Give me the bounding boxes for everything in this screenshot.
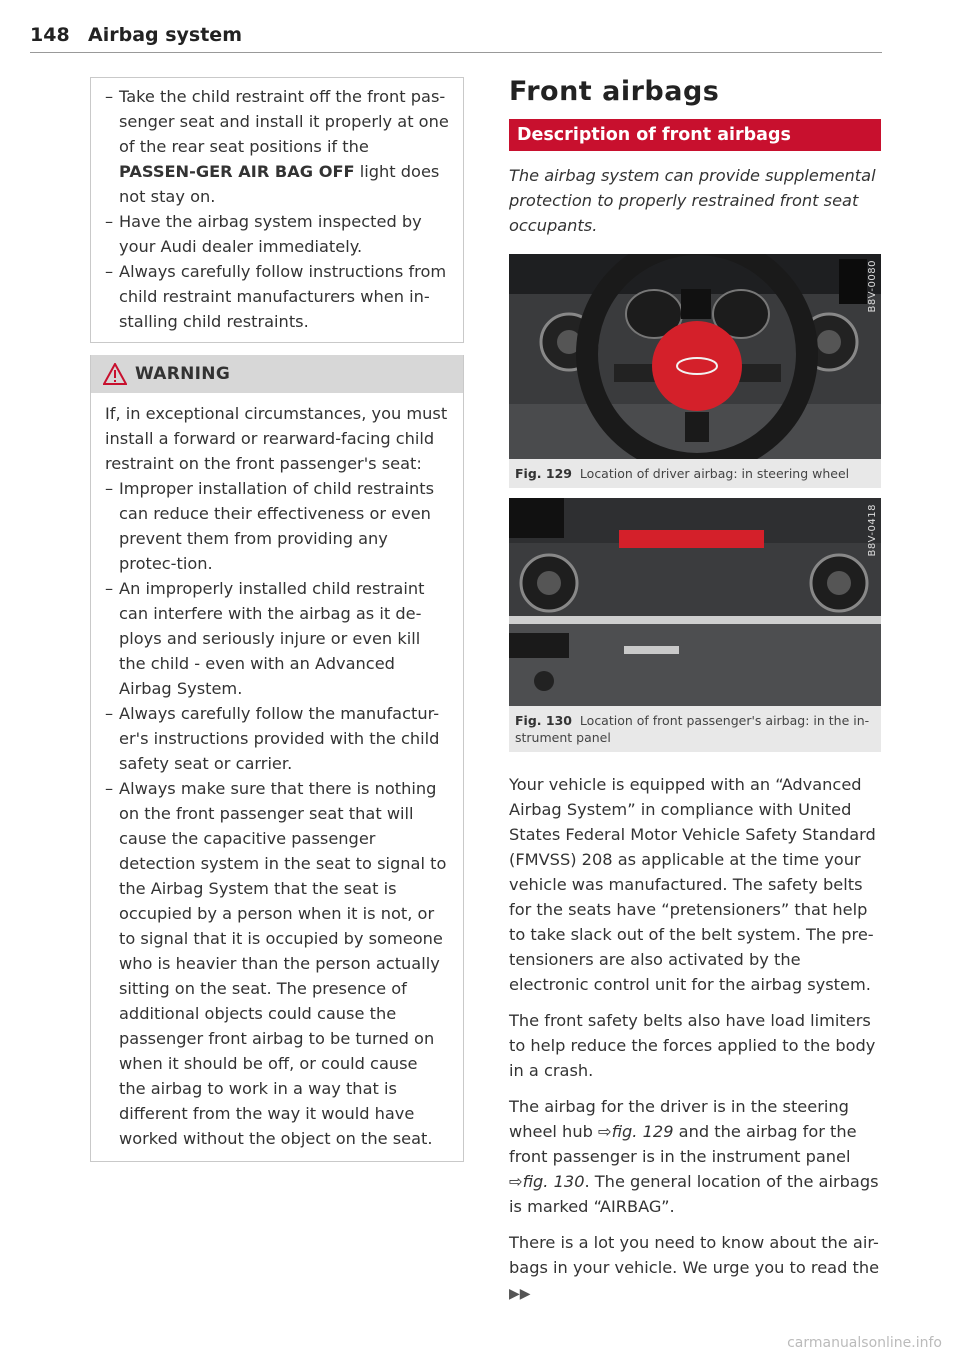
figure-130-image — [509, 498, 881, 706]
subsection-heading: Description of front airbags — [509, 119, 881, 151]
figure-129-caption: Fig. 129 Location of driver airbag: in steering wheel — [509, 459, 881, 488]
list-item: – An improperly installed child restraint can interfere with the airbag as it de-ploys and seriously injure or even kill the child - even with an Advanced Airbag System. — [105, 579, 425, 698]
warning-triangle-icon — [103, 363, 127, 385]
paragraph: There is a lot you need to know about the air-bags in your vehicle. We urge you to read the ▶▶ — [509, 1233, 880, 1302]
warning-box — [90, 355, 464, 1162]
paragraph: The front safety belts also have load limiters to help reduce the forces applied to the body in a crash. — [509, 1011, 876, 1080]
page-header — [30, 22, 882, 53]
section-title: Airbag system — [88, 24, 242, 46]
footer-watermark: carmanualsonline.info — [787, 1335, 942, 1351]
page-number: 148 — [30, 24, 70, 46]
figure-link[interactable]: fig. 129 — [611, 1122, 674, 1141]
section-heading: Front airbags — [509, 76, 720, 107]
steering-wheel-illustration — [509, 254, 881, 459]
figure-code: B8V-0080 — [867, 260, 878, 313]
instruction-box — [90, 77, 464, 343]
left-column — [90, 77, 464, 1162]
figure-code: B8V-0418 — [867, 504, 878, 557]
paragraph: Your vehicle is equipped with an “Advanced Airbag System” in compliance with United States Federal Motor Vehicle Safety Standard (FMVSS) 208 as applicable at the time your vehicle was manufactured. The safety belts for the seats have “pretensioners” that help to take slack out of the belt system. The pre-tensioners are also activated by the electronic control unit for the airbag system. — [509, 775, 876, 994]
list-item: – Always make sure that there is nothing on the front passenger seat that will cause the capacitive passenger detection system in the seat to signal to the Airbag System that the seat is occupied by a person when it is not, or to signal that it is occupied by someone who is heavier than the person actually sitting on the seat. The presence of additional objects could cause the passenger front airbag to be turned on when it should be off, or could cause the airbag to work in a way that is different from the way it would have worked without the object on the seat. — [105, 779, 447, 1148]
intro-text: The airbag system can provide supplemental protection to properly restrained front seat occupants. — [509, 166, 876, 235]
figure-129-image — [509, 254, 881, 459]
continue-arrow-icon: ▶▶ — [509, 1286, 531, 1302]
warning-body — [91, 393, 463, 1161]
figure-130-caption: Fig. 130 Location of front passenger's airbag: in the in-strument panel — [509, 706, 881, 752]
list-item: – Always carefully follow the manufactur-er's instructions provided with the child safety seat or carrier. — [105, 704, 440, 773]
warning-title: WARNING — [135, 364, 231, 384]
paragraph: The airbag for the driver is in the steering wheel hub ⇨fig. 129 and the airbag for the front passenger is in the instrument panel ⇨fig. 130. The general location of the airbags is marked “AIRBAG”. — [509, 1097, 879, 1216]
figure-link[interactable]: fig. 130 — [522, 1172, 585, 1191]
list-item: – Take the child restraint off the front pas-senger seat and install it properly at one of the rear seat positions if the PASSEN-GER AIR BAG OFF light does not stay on. — [105, 87, 449, 206]
instrument-panel-illustration — [509, 498, 881, 706]
list-item: – Have the airbag system inspected by your Audi dealer immediately. — [105, 212, 422, 256]
warning-intro: If, in exceptional circumstances, you must install a forward or rearward-facing child restraint on the front passenger's seat: — [105, 404, 448, 473]
list-item: – Always carefully follow instructions from child restraint manufacturers when in-stalling child restraints. — [105, 262, 447, 331]
warning-header — [91, 355, 463, 393]
right-column — [509, 75, 881, 1307]
list-item: – Improper installation of child restraints can reduce their effectiveness or even prevent them from providing any protec-tion. — [105, 479, 435, 573]
